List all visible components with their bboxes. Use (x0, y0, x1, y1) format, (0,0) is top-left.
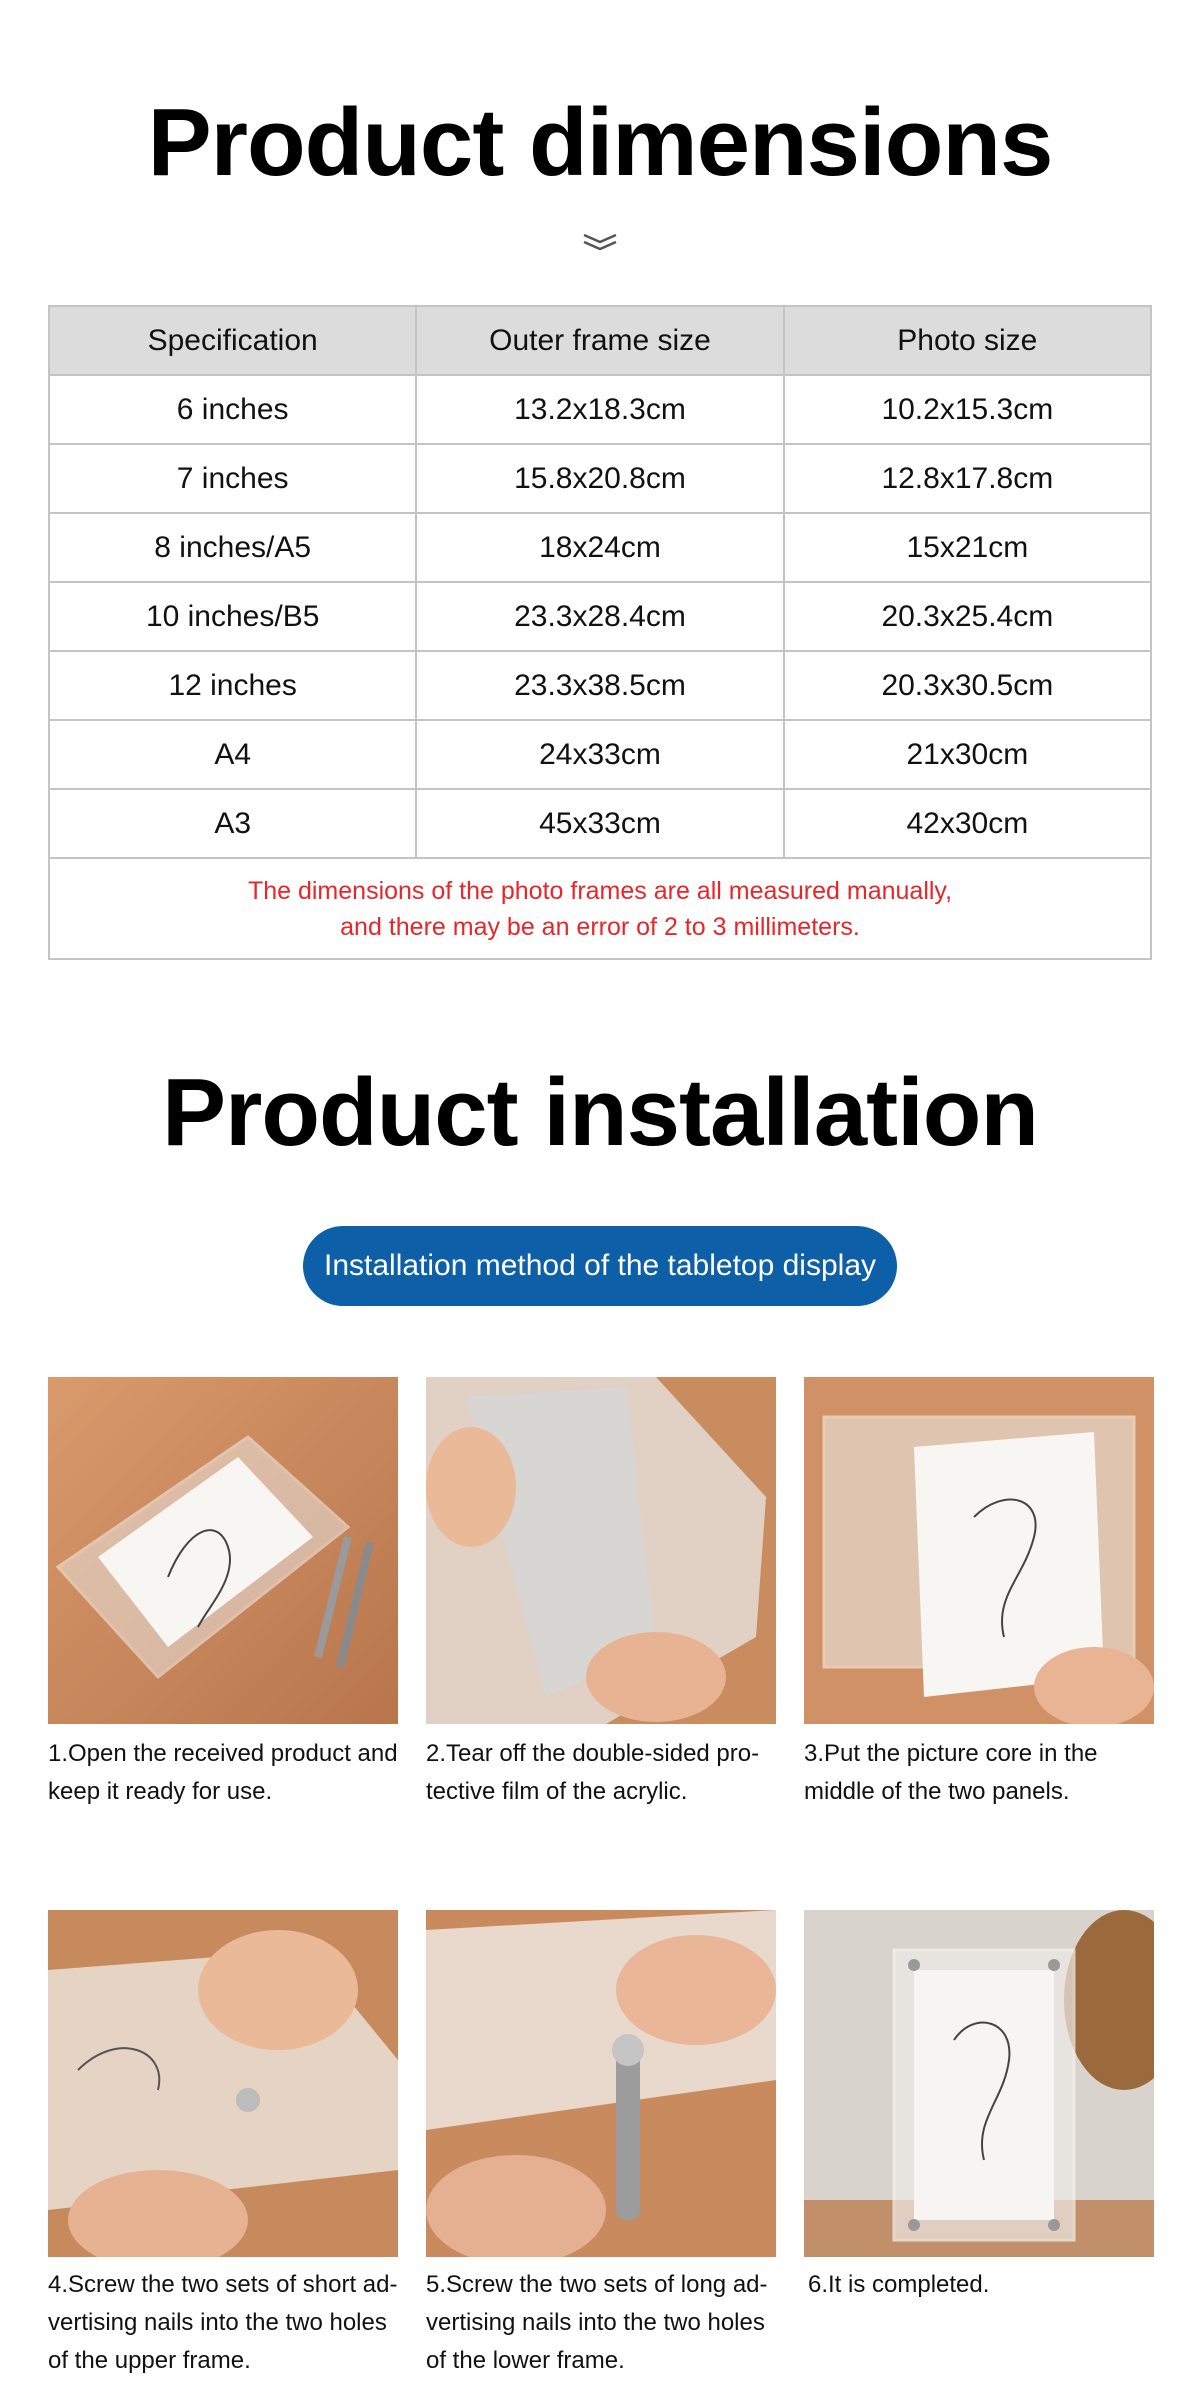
cell-photo-size: 20.3x25.4cm (784, 582, 1151, 651)
cell-photo-size: 12.8x17.8cm (784, 444, 1151, 513)
cell-outer-frame-size: 18x24cm (416, 513, 783, 582)
cell-outer-frame-size: 45x33cm (416, 789, 783, 858)
cell-specification: 10 inches/B5 (49, 582, 416, 651)
cell-specification: 6 inches (49, 375, 416, 444)
cell-specification: 8 inches/A5 (49, 513, 416, 582)
measurement-note (49, 858, 1151, 959)
note-line-1: The dimensions of the photo frames are all measured manually, (247, 876, 953, 905)
cell-outer-frame-size: 23.3x38.5cm (416, 651, 783, 720)
step-5-caption: 5.Screw the two sets of long ad-vertising nails into the two holes of the lower frame. (426, 2271, 768, 2374)
table-header-row (49, 306, 1151, 375)
step-4-photo (48, 1910, 398, 2257)
step-4-caption: 4.Screw the two sets of short ad-vertising nails into the two holes of the upper frame. (48, 2271, 398, 2374)
table-row (49, 720, 1151, 789)
step-1-caption: 1.Open the received product and keep it ready for use. (48, 1740, 398, 1805)
cell-photo-size: 21x30cm (784, 720, 1151, 789)
table-row (49, 444, 1151, 513)
cell-specification: 7 inches (49, 444, 416, 513)
step-6-caption: 6.It is completed. (808, 2271, 990, 2298)
cell-outer-frame-size: 23.3x28.4cm (416, 582, 783, 651)
table-row (49, 789, 1151, 858)
table-row (49, 375, 1151, 444)
step-2-caption: 2.Tear off the double-sided pro-tective film of the acrylic. (426, 1740, 760, 1805)
table-row (49, 651, 1151, 720)
cell-specification: A3 (49, 789, 416, 858)
dimensions-table (48, 305, 1152, 960)
table-row (49, 513, 1151, 582)
step-6-photo (804, 1910, 1154, 2257)
cell-photo-size: 42x30cm (784, 789, 1151, 858)
dimensions-title: Product dimensions (147, 89, 1053, 196)
installation-method-badge: Installation method of the tabletop display (303, 1226, 897, 1306)
note-line-2: and there may be an error of 2 to 3 millimeters. (340, 912, 860, 941)
installation-title: Product installation (161, 1059, 1039, 1166)
column-header-outer-frame-size: Outer frame size (416, 306, 783, 375)
step-5-photo (426, 1910, 776, 2257)
cell-outer-frame-size: 13.2x18.3cm (416, 375, 783, 444)
cell-outer-frame-size: 24x33cm (416, 720, 783, 789)
column-header-specification: Specification (49, 306, 416, 375)
cell-specification: 12 inches (49, 651, 416, 720)
step-3-photo (804, 1377, 1154, 1724)
table-row (49, 582, 1151, 651)
cell-photo-size: 10.2x15.3cm (784, 375, 1151, 444)
step-1-photo (48, 1377, 398, 1724)
step-2-photo (426, 1377, 776, 1724)
step-3-caption: 3.Put the picture core in the middle of the two panels. (804, 1740, 1098, 1805)
cell-photo-size: 20.3x30.5cm (784, 651, 1151, 720)
cell-specification: A4 (49, 720, 416, 789)
table-note-row (49, 858, 1151, 959)
cell-photo-size: 15x21cm (784, 513, 1151, 582)
cell-outer-frame-size: 15.8x20.8cm (416, 444, 783, 513)
double-chevron-down-icon (582, 232, 618, 252)
column-header-photo-size: Photo size (784, 306, 1151, 375)
